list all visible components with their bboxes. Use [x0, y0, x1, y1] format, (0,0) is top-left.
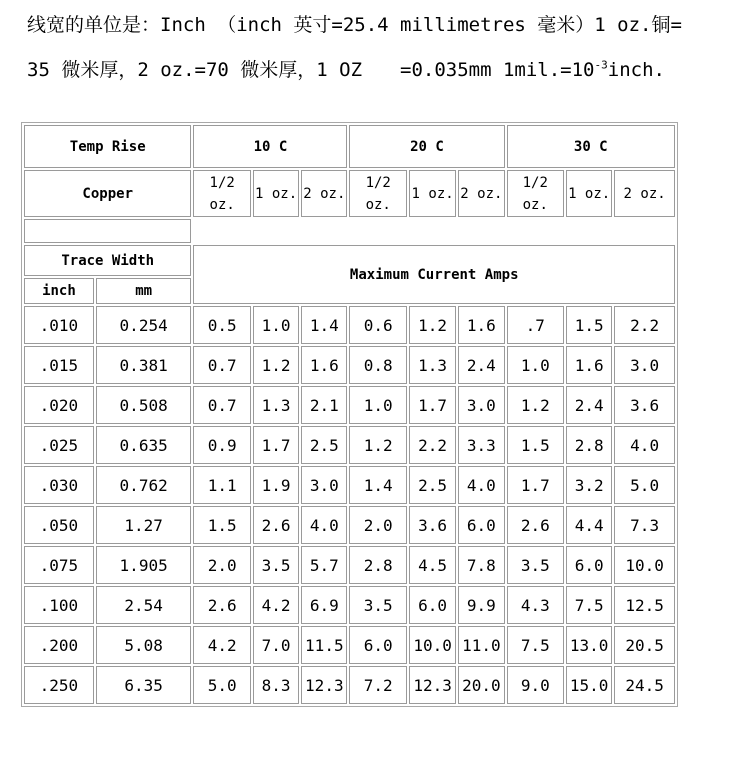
current-value-cell: 9.9 — [458, 586, 504, 624]
current-value-cell: 2.6 — [193, 586, 251, 624]
current-value-cell: 5.7 — [301, 546, 347, 584]
temp-rise-label: Temp Rise — [24, 125, 191, 168]
current-value-cell: 2.5 — [409, 466, 456, 504]
table-row — [24, 386, 675, 424]
table-row — [24, 546, 675, 584]
current-value-cell: 5.0 — [193, 666, 251, 704]
current-value-cell: 6.0 — [349, 626, 407, 664]
current-value-cell: 3.3 — [458, 426, 504, 464]
width-mm-cell: 0.635 — [96, 426, 192, 464]
table-row — [24, 426, 675, 464]
table-row — [24, 506, 675, 544]
current-value-cell: 7.8 — [458, 546, 504, 584]
unit-mm-header: mm — [96, 278, 192, 304]
width-mm-cell: 0.508 — [96, 386, 192, 424]
width-inch-cell: .100 — [24, 586, 94, 624]
current-value-cell: 3.5 — [349, 586, 407, 624]
current-value-cell: 1.0 — [349, 386, 407, 424]
current-value-cell: 4.5 — [409, 546, 456, 584]
intro-line-1: 线宽的单位是：Inch （inch 英寸=25.4 millimetres 毫米）1 oz.铜= — [27, 14, 682, 36]
temp-rise-row — [24, 125, 675, 168]
current-value-cell: 2.0 — [193, 546, 251, 584]
current-value-cell: 3.6 — [614, 386, 675, 424]
current-value-cell: 6.9 — [301, 586, 347, 624]
current-value-cell: 0.6 — [349, 306, 407, 344]
current-value-cell: 2.8 — [566, 426, 612, 464]
current-value-cell: 5.0 — [614, 466, 675, 504]
current-value-cell: 1.6 — [301, 346, 347, 384]
table-row — [24, 306, 675, 344]
current-value-cell: 2.2 — [409, 426, 456, 464]
copper-weight: 1 oz. — [409, 170, 456, 217]
current-value-cell: 0.5 — [193, 306, 251, 344]
current-value-cell: 1.2 — [409, 306, 456, 344]
current-value-cell: 0.7 — [193, 346, 251, 384]
current-value-cell: 7.0 — [253, 626, 299, 664]
current-value-cell: 6.0 — [458, 506, 504, 544]
empty-area — [193, 219, 675, 243]
current-value-cell: 1.7 — [253, 426, 299, 464]
width-mm-cell: 0.762 — [96, 466, 192, 504]
current-value-cell: 8.3 — [253, 666, 299, 704]
current-value-cell: 24.5 — [614, 666, 675, 704]
intro-line-2-part-c: inch. — [607, 59, 665, 81]
current-value-cell: 11.0 — [458, 626, 504, 664]
current-value-cell: 2.8 — [349, 546, 407, 584]
width-mm-cell: 0.381 — [96, 346, 192, 384]
current-value-cell: 4.2 — [193, 626, 251, 664]
width-inch-cell: .200 — [24, 626, 94, 664]
current-value-cell: 0.8 — [349, 346, 407, 384]
table-row — [24, 346, 675, 384]
current-value-cell: 11.5 — [301, 626, 347, 664]
copper-weight: 1/2 oz. — [507, 170, 565, 217]
current-value-cell: 1.0 — [507, 346, 565, 384]
copper-weight: 1 oz. — [253, 170, 299, 217]
intro-line-2-part-b: =0.035mm 1mil.=10 — [400, 59, 595, 81]
current-value-cell: 0.9 — [193, 426, 251, 464]
copper-weight: 2 oz. — [458, 170, 504, 217]
current-capacity-table — [21, 122, 678, 707]
current-value-cell: 10.0 — [409, 626, 456, 664]
copper-row — [24, 170, 675, 217]
width-inch-cell: .050 — [24, 506, 94, 544]
current-value-cell: 9.0 — [507, 666, 565, 704]
current-value-cell: 20.5 — [614, 626, 675, 664]
current-value-cell: 2.4 — [458, 346, 504, 384]
current-value-cell: 1.5 — [566, 306, 612, 344]
current-value-cell: 2.0 — [349, 506, 407, 544]
current-value-cell: 1.3 — [253, 386, 299, 424]
copper-label: Copper — [24, 170, 191, 217]
current-value-cell: 2.5 — [301, 426, 347, 464]
current-value-cell: 1.7 — [409, 386, 456, 424]
width-mm-cell: 5.08 — [96, 626, 192, 664]
copper-weight: 2 oz. — [301, 170, 347, 217]
intro-line-2-part-a: 35 微米厚，2 oz.=70 微米厚，1 OZ — [27, 59, 363, 81]
width-mm-cell: 6.35 — [96, 666, 192, 704]
copper-weight: 1 oz. — [566, 170, 612, 217]
copper-weight: 1/2 oz. — [349, 170, 407, 217]
table-row — [24, 466, 675, 504]
current-value-cell: 1.9 — [253, 466, 299, 504]
current-value-cell: 4.4 — [566, 506, 612, 544]
max-current-label: Maximum Current Amps — [193, 245, 675, 304]
temp-group-20c: 20 C — [349, 125, 504, 168]
current-value-cell: 1.2 — [253, 346, 299, 384]
current-value-cell: 2.6 — [253, 506, 299, 544]
temp-group-10c: 10 C — [193, 125, 347, 168]
width-mm-cell: 1.27 — [96, 506, 192, 544]
current-value-cell: 3.0 — [614, 346, 675, 384]
current-value-cell: 10.0 — [614, 546, 675, 584]
width-mm-cell: 2.54 — [96, 586, 192, 624]
width-inch-cell: .015 — [24, 346, 94, 384]
current-value-cell: 6.0 — [566, 546, 612, 584]
width-inch-cell: .020 — [24, 386, 94, 424]
unit-inch-header: inch — [24, 278, 94, 304]
current-value-cell: 1.4 — [301, 306, 347, 344]
current-value-cell: 6.0 — [409, 586, 456, 624]
width-inch-cell: .010 — [24, 306, 94, 344]
current-value-cell: 1.7 — [507, 466, 565, 504]
current-value-cell: 1.6 — [458, 306, 504, 344]
copper-weight: 2 oz. — [614, 170, 675, 217]
width-inch-cell: .030 — [24, 466, 94, 504]
current-value-cell: 15.0 — [566, 666, 612, 704]
spacer-row — [24, 219, 675, 243]
current-value-cell: 1.0 — [253, 306, 299, 344]
width-inch-cell: .075 — [24, 546, 94, 584]
current-value-cell: 7.2 — [349, 666, 407, 704]
table-row — [24, 586, 675, 624]
width-mm-cell: 1.905 — [96, 546, 192, 584]
current-value-cell: 0.7 — [193, 386, 251, 424]
current-value-cell: 3.6 — [409, 506, 456, 544]
current-value-cell: 1.1 — [193, 466, 251, 504]
current-value-cell: 12.3 — [301, 666, 347, 704]
temp-group-30c: 30 C — [507, 125, 676, 168]
intro-line-2 — [27, 55, 665, 82]
copper-weight: 1/2 oz. — [193, 170, 251, 217]
current-value-cell: 7.5 — [507, 626, 565, 664]
current-value-cell: 1.2 — [507, 386, 565, 424]
current-value-cell: 20.0 — [458, 666, 504, 704]
current-value-cell: 1.6 — [566, 346, 612, 384]
table-row — [24, 626, 675, 664]
current-value-cell: 3.0 — [301, 466, 347, 504]
current-value-cell: 12.5 — [614, 586, 675, 624]
current-value-cell: 3.5 — [507, 546, 565, 584]
current-value-cell: 4.0 — [301, 506, 347, 544]
trace-width-row — [24, 245, 675, 276]
current-value-cell: 1.2 — [349, 426, 407, 464]
current-value-cell: 12.3 — [409, 666, 456, 704]
current-value-cell: 2.2 — [614, 306, 675, 344]
current-value-cell: 1.5 — [507, 426, 565, 464]
current-value-cell: 3.2 — [566, 466, 612, 504]
trace-width-label: Trace Width — [24, 245, 191, 276]
current-value-cell: 4.0 — [458, 466, 504, 504]
width-mm-cell: 0.254 — [96, 306, 192, 344]
width-inch-cell: .250 — [24, 666, 94, 704]
current-value-cell: 4.3 — [507, 586, 565, 624]
empty-cell — [24, 219, 191, 243]
current-value-cell: 7.5 — [566, 586, 612, 624]
current-value-cell: 13.0 — [566, 626, 612, 664]
current-value-cell: 7.3 — [614, 506, 675, 544]
current-value-cell: 3.5 — [253, 546, 299, 584]
current-value-cell: 3.0 — [458, 386, 504, 424]
current-value-cell: 2.6 — [507, 506, 565, 544]
current-value-cell: 4.0 — [614, 426, 675, 464]
current-value-cell: 1.5 — [193, 506, 251, 544]
table-row — [24, 666, 675, 704]
current-value-cell: 2.1 — [301, 386, 347, 424]
current-value-cell: 1.3 — [409, 346, 456, 384]
current-value-cell: 2.4 — [566, 386, 612, 424]
current-value-cell: 4.2 — [253, 586, 299, 624]
intro-exponent: -3 — [594, 58, 608, 72]
width-inch-cell: .025 — [24, 426, 94, 464]
current-value-cell: .7 — [507, 306, 565, 344]
current-value-cell: 1.4 — [349, 466, 407, 504]
